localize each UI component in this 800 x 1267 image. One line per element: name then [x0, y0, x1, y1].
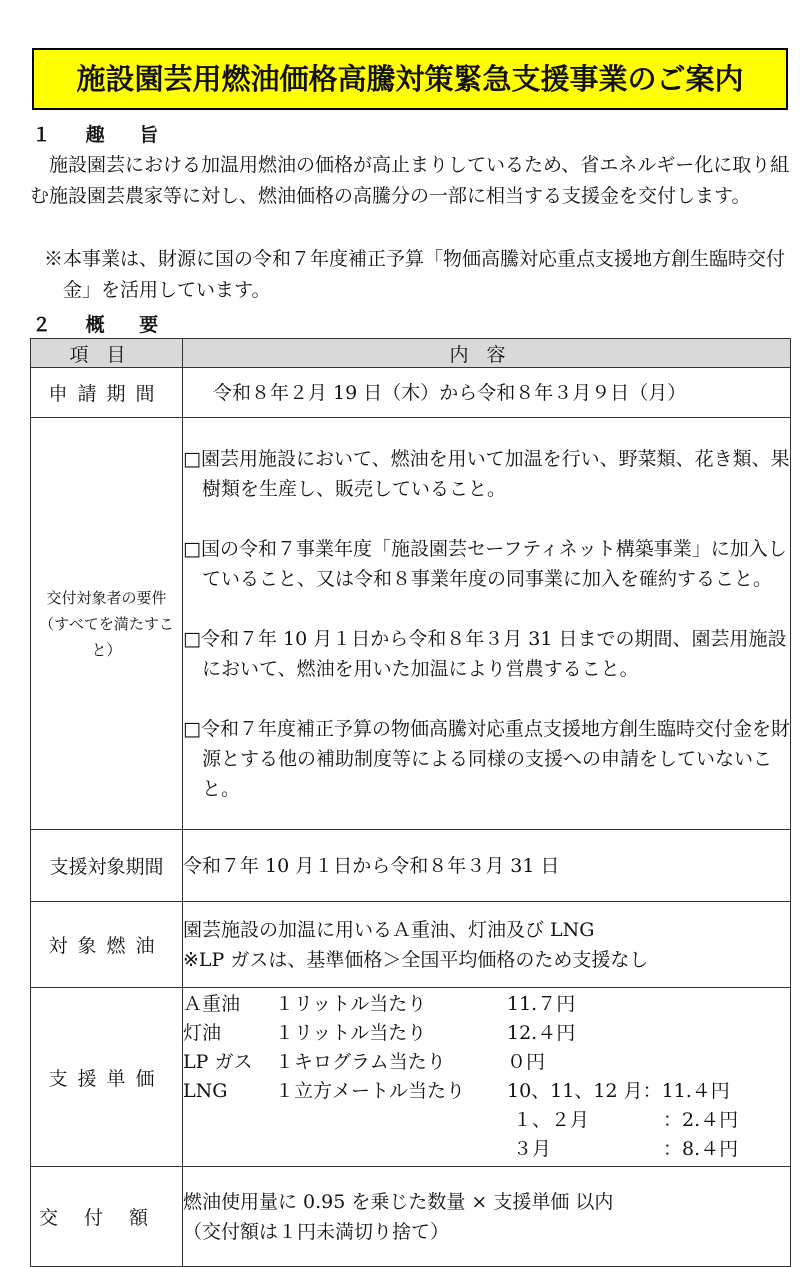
price-unit: １立方メートル当たり	[275, 1080, 466, 1102]
fuel-line-2: ※LP ガスは、基準価格＞全国平均価格のため支援なし	[183, 948, 649, 971]
price-unit: １リットル当たり	[275, 1022, 427, 1044]
price-fuel: 灯油	[183, 1022, 222, 1044]
unit-price-cell	[183, 988, 791, 1167]
section-heading-overview: ２ 概 要	[32, 314, 173, 336]
price-value: 11.７円	[507, 993, 576, 1015]
lng-month: ３月	[513, 1138, 552, 1160]
price-unit: １リットル当たり	[275, 993, 427, 1015]
list-item: □国の令和７事業年度「施設園芸セーフティネット構築事業」に加入していること、又は令和８事業年度の同事業に加入を確約すること。	[183, 537, 787, 590]
lng-month: １、２月	[513, 1109, 590, 1131]
lng-value: ：2.４円	[663, 1109, 739, 1131]
price-fuel: LNG	[183, 1080, 228, 1102]
price-row-lng	[183, 1077, 790, 1106]
header-item: 項目	[31, 339, 183, 368]
list-item: □令和７年 10 月１日から令和８年３月 31 日までの期間、園芸用施設において、燃油を用いた加温により営農すること。	[183, 627, 787, 680]
table-row	[31, 988, 791, 1167]
price-row-kerosene	[183, 1019, 790, 1048]
table-row	[31, 902, 791, 988]
list-item: □園芸用施設において、燃油を用いて加温を行い、野菜類、花き類、果樹類を生産し、販売していること。	[183, 447, 790, 500]
requirements-list	[183, 418, 791, 830]
section-heading-purpose: １ 趣 旨	[32, 124, 173, 146]
amount-line-1: 燃油使用量に 0.95 を乗じた数量 × 支援単価 以内	[183, 1190, 614, 1213]
price-value: 12.４円	[507, 1022, 576, 1044]
list-item: □令和７年度補正予算の物価高騰対応重点支援地方創生臨時交付金を財源とする他の補助制度等による同様の支援への申請をしていないこと。	[183, 717, 790, 800]
price-row-lp-gas	[183, 1048, 790, 1077]
amount-value-cell	[183, 1167, 791, 1267]
price-fuel: LP ガス	[183, 1051, 253, 1073]
amount-label: 交付額	[31, 1167, 183, 1267]
price-row-a-heavy-oil	[183, 990, 790, 1019]
table-row	[31, 1167, 791, 1267]
table-row	[31, 368, 791, 418]
fuel-label: 対象燃油	[31, 902, 183, 988]
price-unit: １キログラム当たり	[275, 1051, 446, 1073]
lng-extra-row	[183, 1106, 790, 1135]
lng-extra-row	[183, 1135, 790, 1164]
table-header-row	[31, 339, 791, 368]
purpose-paragraph: 施設園芸における加温用燃油の価格が高止まりしているため、省エネルギー化に取り組む施設園芸農家等に対し、燃油価格の高騰分の一部に相当する支援金を交付します。	[30, 154, 790, 207]
period-value: 令和８年２月 19 日（木）から令和８年３月９日（月）	[183, 368, 791, 418]
lng-value: ：8.４円	[663, 1138, 739, 1160]
fuel-line-1: 園芸施設の加温に用いるＡ重油、灯油及び LNG	[183, 918, 595, 941]
overview-table	[30, 338, 791, 1267]
support-period-label: 支援対象期間	[31, 830, 183, 902]
price-fuel: Ａ重油	[183, 993, 241, 1015]
unit-price-label: 支援単価	[31, 988, 183, 1167]
price-value: 10、11、12 月：11.４円	[507, 1080, 730, 1102]
requirements-label-cell	[31, 418, 183, 830]
table-row	[31, 830, 791, 902]
fuel-value-cell	[183, 902, 791, 988]
funding-note: ※本事業は、財源に国の令和７年度補正予算「物価高騰対応重点支援地方創生臨時交付金」を活用しています。	[44, 248, 786, 301]
requirements-sublabel: （すべてを満たすこと）	[39, 614, 174, 659]
amount-line-2: （交付額は１円未満切り捨て）	[183, 1220, 450, 1243]
header-content: 内容	[183, 339, 791, 368]
requirements-label: 交付対象者の要件	[46, 588, 167, 607]
support-period-value: 令和７年 10 月１日から令和８年３月 31 日	[183, 830, 791, 902]
table-row	[31, 418, 791, 830]
period-label: 申請期間	[31, 368, 183, 418]
price-value: ０円	[507, 1051, 546, 1073]
page-title: 施設園芸用燃油価格高騰対策緊急支援事業のご案内	[32, 48, 788, 110]
